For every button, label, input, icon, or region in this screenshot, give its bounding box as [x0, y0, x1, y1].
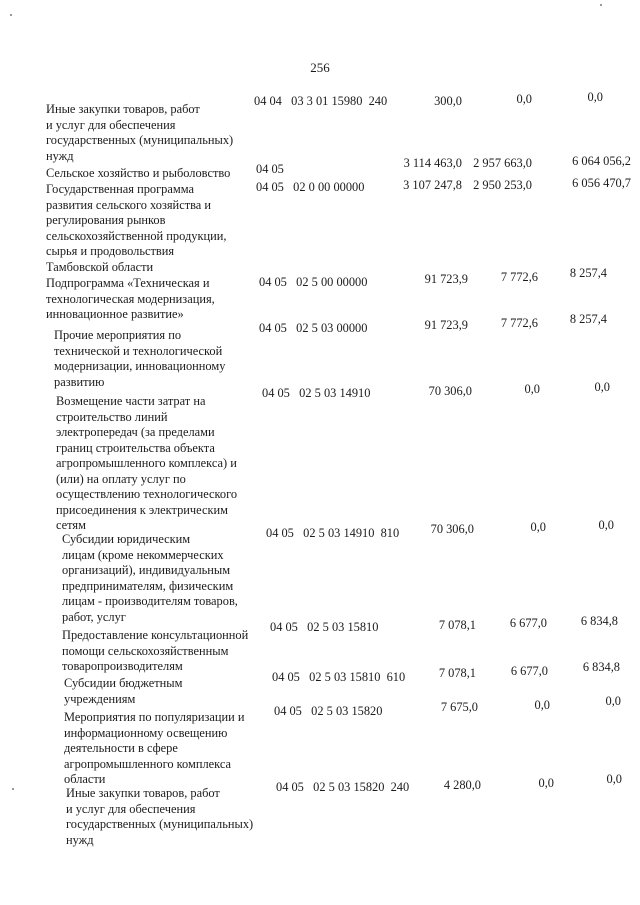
row-value-2: 6 677,0: [509, 616, 547, 630]
row-description: Прочие мероприятия по технической и технологической модернизации, инновационному развитию: [54, 328, 226, 389]
row-code: 04 05 02 5 03 15820: [274, 704, 383, 718]
row-value-1: 300,0: [434, 94, 462, 108]
row-description: Иные закупки товаров, работ и услуг для обеспечения государственных (муниципальных) нужд: [66, 786, 254, 847]
row-value-2: 7 772,6: [500, 270, 538, 284]
row-description: Сельское хозяйство и рыболовство: [46, 166, 231, 180]
row-value-3: 0,0: [605, 694, 621, 708]
row-value-3: 6 064 056,2: [572, 154, 631, 168]
row-value-2: 0,0: [530, 520, 546, 534]
row-value-3: 0,0: [587, 90, 603, 104]
scan-speck: [12, 788, 14, 790]
row-code: 04 05 02 5 00 00000: [259, 275, 368, 289]
row-value-1: 91 723,9: [424, 272, 468, 286]
row-value-2: 2 957 663,0: [473, 156, 532, 170]
row-code: 04 05 02 5 03 00000: [259, 321, 368, 335]
row-value-2: 0,0: [524, 382, 540, 396]
row-value-3: 0,0: [606, 772, 622, 786]
row-description: Субсидии бюджетным учреждениям: [64, 676, 183, 706]
row-description: Иные закупки товаров, работ и услуг для обеспечения государственных (муниципальных) нужд: [46, 102, 234, 163]
row-value-1: 3 107 247,8: [403, 178, 462, 192]
row-value-2: 6 677,0: [510, 664, 548, 678]
row-value-1: 91 723,9: [424, 318, 468, 332]
row-description: Возмещение части затрат на строительство линий электропередач (за пределами границ строительства объекта агропромышленного комплекса) и (или) на оплату услуг по осуществлению технологического присоединения к электрическим сетям: [56, 394, 238, 532]
row-code: 04 05 02 5 03 15820 240: [276, 780, 410, 794]
row-value-3: 6 834,8: [582, 660, 620, 674]
scan-speck: [600, 4, 602, 6]
row-value-1: 4 280,0: [443, 778, 481, 792]
row-code: 04 05 02 5 03 14910 810: [266, 526, 400, 540]
row-code: 04 05 02 5 03 14910: [262, 386, 371, 400]
row-code: 04 05 02 5 03 15810 610: [272, 670, 406, 684]
row-value-2: 0,0: [534, 698, 550, 712]
row-value-1: 3 114 463,0: [403, 156, 462, 170]
row-description: Предоставление консультационной помощи сельскохозяйственным товаропроизводителям: [62, 628, 249, 673]
row-code: 04 04 03 3 01 15980 240: [254, 94, 388, 108]
row-value-3: 8 257,4: [569, 266, 607, 280]
page-number: 256: [310, 60, 330, 75]
row-value-2: 0,0: [538, 776, 554, 790]
row-description: Подпрограмма «Техническая и технологическая модернизация, инновационное развитие»: [46, 276, 215, 321]
row-description: Субсидии юридическим лицам (кроме некоммерческих организаций), индивидуальным предпринимателям, физическим лицам - производителям товаров, работ, услуг: [62, 532, 238, 624]
row-value-1: 70 306,0: [428, 384, 472, 398]
row-value-3: 6 834,8: [580, 614, 618, 628]
row-value-2: 7 772,6: [500, 316, 538, 330]
row-value-3: 0,0: [598, 518, 614, 532]
row-value-3: 6 056 470,7: [572, 176, 631, 190]
scan-speck: [10, 14, 12, 16]
row-value-1: 7 078,1: [438, 666, 476, 680]
row-value-1: 7 675,0: [440, 700, 478, 714]
row-value-1: 70 306,0: [430, 522, 474, 536]
row-code: 04 05 02 0 00 00000: [256, 180, 365, 194]
row-value-3: 0,0: [594, 380, 610, 394]
row-value-1: 7 078,1: [438, 618, 476, 632]
row-description: Мероприятия по популяризации и информационному освещению деятельности в сфере агропромышленного комплекса области: [64, 710, 245, 786]
row-value-2: 0,0: [516, 92, 532, 106]
row-value-3: 8 257,4: [569, 312, 607, 326]
row-code: 04 05: [256, 162, 284, 176]
row-description: Государственная программа развития сельского хозяйства и регулирования рынков сельскохозяйственной продукции, сырья и продовольствия Тамбовской области: [46, 182, 227, 274]
row-value-2: 2 950 253,0: [473, 178, 532, 192]
row-code: 04 05 02 5 03 15810: [270, 620, 379, 634]
